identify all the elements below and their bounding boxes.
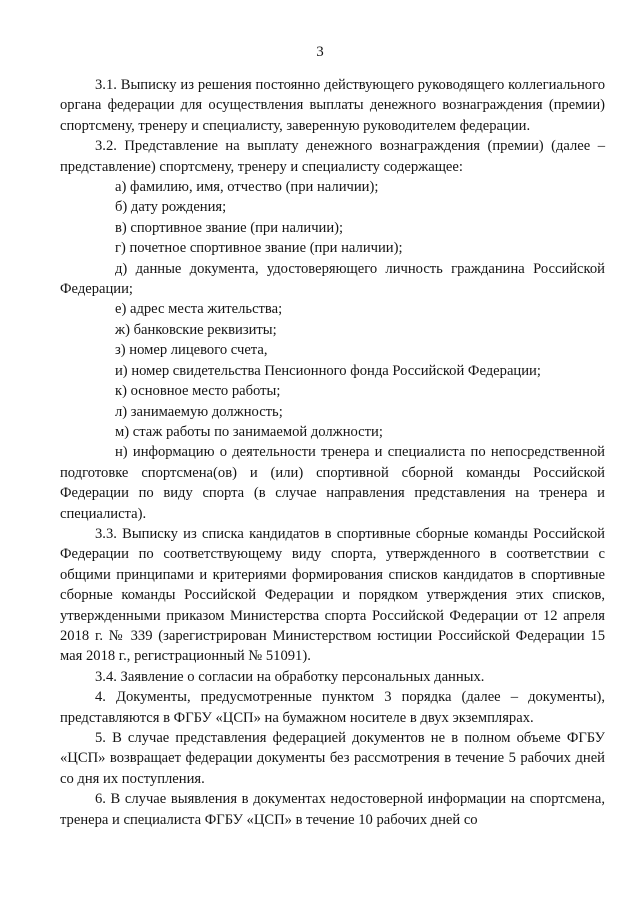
document-body	[60, 75, 605, 830]
list-item-d: д) данные документа, удостоверяющего личность гражданина Российской Федерации;	[60, 260, 605, 298]
list-item-k: к) основное место работы;	[115, 383, 281, 400]
paragraph-3-4: 3.4. Заявление о согласии на обработку персональных данных.	[95, 668, 485, 685]
list-item-e: е) адрес места жительства;	[115, 301, 283, 318]
paragraph-5: 5. В случае представления федерацией документов не в полном объеме ФГБУ «ЦСП» возвращает федерации документы без рассмотрения в течение 5 рабочих дней со дня их поступления.	[60, 730, 605, 787]
paragraph-3-1: 3.1. Выписку из решения постоянно действующего руководящего коллегиального органа федерации для осуществления выплаты денежного вознаграждения (премии) спортсмену, тренеру и специалисту, заверенную руководителем федерации.	[60, 77, 605, 134]
list-item-m: м) стаж работы по занимаемой должности;	[115, 423, 383, 440]
list-item-l: л) занимаемую должность;	[115, 403, 283, 420]
list-item-n: н) информацию о деятельности тренера и специалиста по непосредственной подготовке спортсмена(ов) и (или) спортивной сборной команды Российской Федерации по виду спорта (в случае направления представления на тренера и специалиста).	[60, 444, 605, 522]
list-item-a: а) фамилию, имя, отчество (при наличии);	[115, 179, 379, 196]
list-item-v: в) спортивное звание (при наличии);	[115, 219, 344, 236]
list-item-zh: ж) банковские реквизиты;	[115, 321, 277, 338]
list-item-z: з) номер лицевого счета,	[115, 342, 268, 359]
paragraph-6: 6. В случае выявления в документах недостоверной информации на спортсмена, тренера и специалиста ФГБУ «ЦСП» в течение 10 рабочих дней со	[60, 791, 605, 828]
page-number: 3	[316, 44, 324, 60]
list-item-b: б) дату рождения;	[115, 199, 227, 216]
paragraph-3-3: 3.3. Выписку из списка кандидатов в спортивные сборные команды Российской Федерации по соответствующему виду спорта, утвержденного в соответствии с общими принципами и критериями формирования списков кандидатов в спортивные сборные команды Российской Федерации и порядком утверждения этих списков, утвержденными приказом Министерства спорта Российской Федерации от 12 апреля 2018 г. № 339 (зарегистрирован Министерством юстиции Российской Федерации 15 мая 2018 г., регистрационный № 51091).	[60, 525, 605, 665]
list-item-i: и) номер свидетельства Пенсионного фонда Российской Федерации;	[115, 362, 541, 379]
paragraph-4: 4. Документы, предусмотренные пунктом 3 порядка (далее – документы), представляются в ФГБУ «ЦСП» на бумажном носителе в двух экземплярах.	[60, 689, 605, 726]
list-item-g: г) почетное спортивное звание (при наличии);	[115, 240, 403, 257]
paragraph-3-2: 3.2. Представление на выплату денежного вознаграждения (премии) (далее – представление) спортсмену, тренеру и специалисту содержащее:	[60, 138, 605, 175]
